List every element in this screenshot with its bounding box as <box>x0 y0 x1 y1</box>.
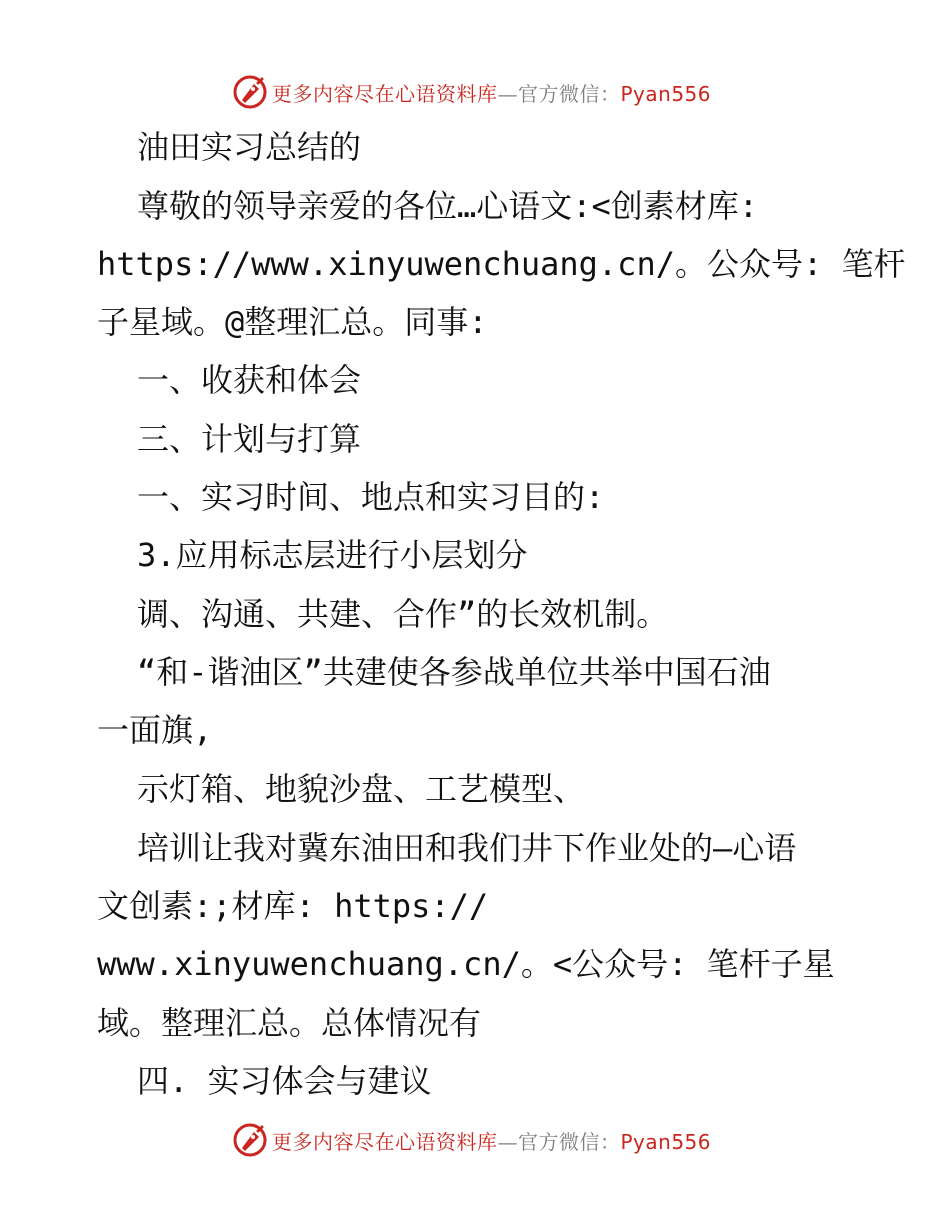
header-watermark-banner <box>0 72 950 112</box>
text-line: 一面旗, <box>97 711 213 749</box>
text-line: 示灯箱、地貌沙盘、工艺模型、 <box>137 770 586 808</box>
wechat-label: 官方微信： <box>518 1130 621 1154</box>
wechat-handle: Pyan556 <box>620 1130 712 1154</box>
footer-watermark-banner <box>0 1120 950 1160</box>
text-line: 文创素:;材库: https:// <box>97 887 489 925</box>
pen-nib-logo-icon <box>232 74 268 110</box>
pen-nib-logo-icon <box>232 1122 268 1158</box>
text-line: https://www.xinyuwenchuang.cn/。公众号: 笔杆 <box>97 245 906 283</box>
text-line: 域。整理汇总。总体情况有 <box>97 1004 482 1042</box>
watermark-text <box>272 78 711 107</box>
watermark-text <box>272 1126 711 1155</box>
text-line: 3.应用标志层进行小层划分 <box>137 536 528 574</box>
separator: — <box>497 82 518 106</box>
text-line: 尊敬的领导亲爱的各位…心语文:<创素材库: <box>137 187 759 225</box>
brand-text: 更多内容尽在心语资料库 <box>272 82 498 106</box>
text-line: 培训让我对冀东油田和我们井下作业处的—心语 <box>137 829 797 867</box>
wechat-handle: Pyan556 <box>620 82 712 106</box>
text-line: 子星域。@整理汇总。同事: <box>97 303 488 341</box>
wechat-label: 官方微信： <box>518 82 621 106</box>
text-line: 一、实习时间、地点和实习目的: <box>137 478 605 516</box>
text-line: www.xinyuwenchuang.cn/。<公众号: 笔杆子星 <box>97 945 835 983</box>
text-line: 四. 实习体会与建议 <box>137 1062 432 1100</box>
text-line: 调、沟通、共建、合作”的长效机制。 <box>137 595 669 633</box>
text-line: 三、计划与打算 <box>137 420 362 458</box>
text-line: 一、收获和体会 <box>137 361 362 399</box>
text-line: 油田实习总结的 <box>137 128 362 166</box>
text-line: “和-谐油区”共建使各参战单位共举中国石油 <box>137 653 771 691</box>
separator: — <box>497 1130 518 1154</box>
brand-text: 更多内容尽在心语资料库 <box>272 1130 498 1154</box>
